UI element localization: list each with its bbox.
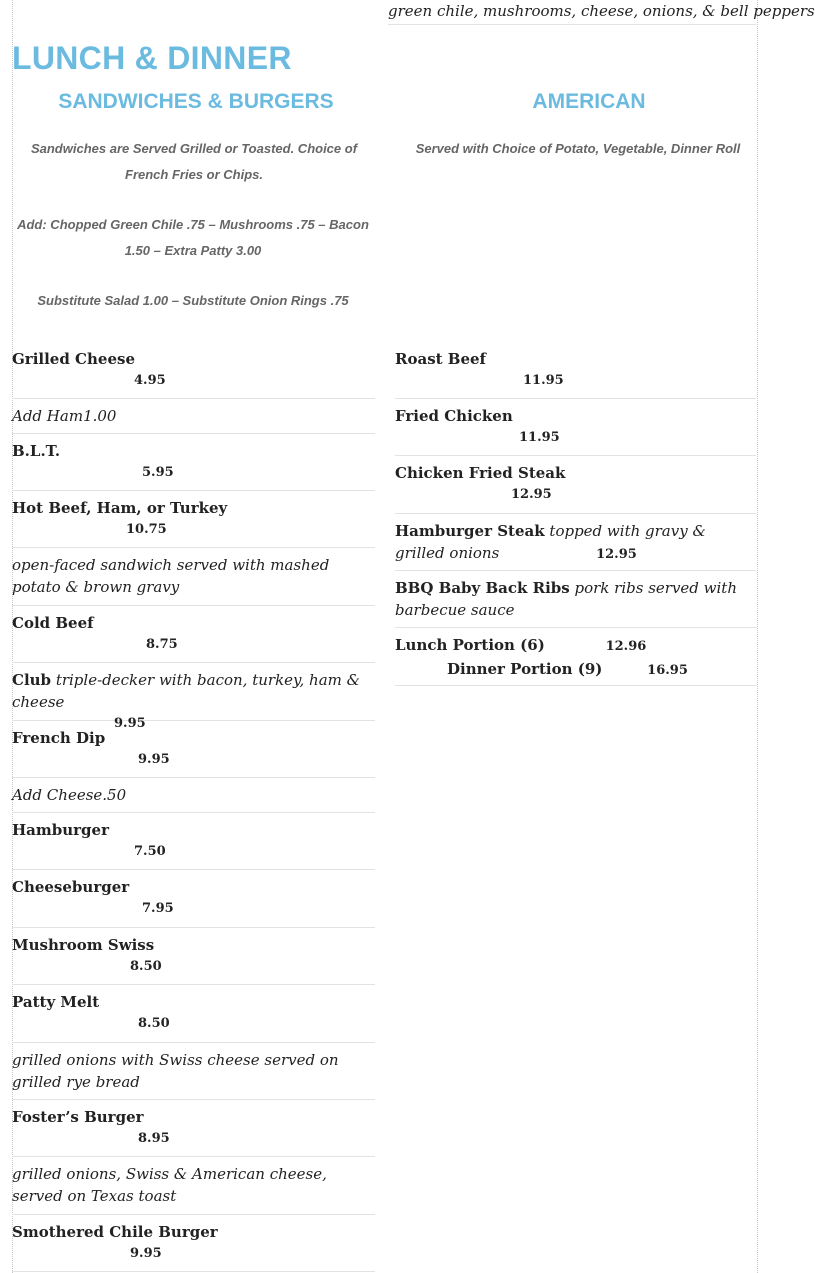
- menu-item: [12, 342, 375, 399]
- item-price: 7.95: [142, 901, 174, 916]
- menu-item: [12, 663, 375, 731]
- item-price: 8.95: [138, 1131, 170, 1146]
- menu-item: [395, 456, 756, 514]
- item-description: open-faced sandwich served with mashed potato & brown gravy: [12, 556, 330, 596]
- item-description: pork ribs served with barbecue sauce: [395, 579, 737, 619]
- item-price: 5.95: [142, 465, 174, 480]
- item-price: 4.95: [134, 373, 166, 388]
- item-name: Hot Beef, Ham, or Turkey: [12, 499, 228, 517]
- sandwich-list: [12, 342, 375, 1272]
- item-name: Chicken Fried Steak: [395, 464, 566, 482]
- menu-item: [395, 628, 756, 686]
- item-name: Hamburger: [12, 821, 109, 839]
- american-list: [395, 342, 756, 686]
- item-price: 9.95: [130, 1246, 162, 1261]
- addon-label: Add Cheese: [12, 786, 103, 804]
- addon-price: .50: [102, 786, 127, 804]
- menu-item: [12, 434, 375, 491]
- item-name: Hamburger Steak: [395, 522, 545, 540]
- menu-item: [12, 1043, 375, 1100]
- menu-item: [395, 571, 756, 628]
- menu-item: [12, 928, 375, 985]
- item-name: B.L.T.: [12, 442, 61, 460]
- item-name: Grilled Cheese: [12, 350, 135, 368]
- menu-item: [12, 491, 375, 548]
- menu-item: [12, 813, 375, 870]
- addon-price: 1.00: [83, 407, 117, 425]
- american-title: AMERICAN: [532, 90, 646, 113]
- item-name: Cold Beef: [12, 614, 94, 632]
- american-served-note: Served with Choice of Potato, Vegetable, Dinner Roll: [415, 141, 741, 156]
- menu-item: [395, 399, 756, 456]
- menu-item: [12, 548, 375, 606]
- portion-label: Dinner Portion (9): [447, 660, 603, 678]
- item-price: 9.95: [114, 716, 146, 731]
- portion-label: Lunch Portion (6): [395, 636, 545, 654]
- item-name: BBQ Baby Back Ribs: [395, 579, 570, 597]
- menu-item: [12, 606, 375, 663]
- item-price: 11.95: [523, 373, 564, 388]
- sandwich-served-note: Sandwiches are Served Grilled or Toasted. Choice of French Fries or Chips.: [30, 141, 358, 182]
- item-name: Roast Beef: [395, 350, 487, 368]
- item-name: Mushroom Swiss: [12, 936, 155, 954]
- item-name: Smothered Chile Burger: [12, 1223, 218, 1241]
- sandwich-add-note: Add: Chopped Green Chile .75 – Mushrooms .75 – Bacon 1.50 – Extra Patty 3.00: [17, 217, 369, 258]
- item-name: Fried Chicken: [395, 407, 513, 425]
- menu-item: [12, 1100, 375, 1157]
- portion-price: 12.96: [605, 639, 647, 654]
- item-price: 10.75: [126, 522, 167, 537]
- menu-item: [12, 985, 375, 1043]
- item-price: 8.50: [138, 1016, 170, 1031]
- menu-item: [12, 1215, 375, 1272]
- item-price: 7.50: [134, 844, 166, 859]
- menu-item: [12, 1157, 375, 1215]
- section-title: LUNCH & DINNER: [12, 40, 292, 76]
- menu-item: [395, 342, 756, 399]
- item-name: French Dip: [12, 729, 106, 747]
- item-price: 11.95: [519, 430, 560, 445]
- item-price: 12.95: [596, 547, 637, 562]
- menu-item: [12, 870, 375, 928]
- item-name: Club: [12, 671, 52, 689]
- item-name: Cheeseburger: [12, 878, 130, 896]
- item-price: 8.75: [146, 637, 178, 652]
- menu-item: [12, 399, 375, 434]
- item-description: grilled onions with Swiss cheese served on grilled rye bread: [12, 1051, 339, 1091]
- item-description: triple-decker with bacon, turkey, ham & cheese: [12, 671, 360, 711]
- item-description: topped with gravy & grilled onions: [395, 522, 706, 562]
- item-price: 12.95: [511, 487, 552, 502]
- previous-item-description: green chile, mushrooms, cheese, onions, & bell peppers: [388, 0, 756, 25]
- item-price: 9.95: [138, 752, 170, 767]
- menu-item: [12, 721, 375, 778]
- item-description: grilled onions, Swiss & American cheese, served on Texas toast: [12, 1165, 327, 1205]
- item-name: Patty Melt: [12, 993, 100, 1011]
- sandwich-substitute-note: Substitute Salad 1.00 – Substitute Onion Rings .75: [37, 293, 349, 308]
- item-name: Foster’s Burger: [12, 1108, 144, 1126]
- addon-label: Add Ham: [12, 407, 84, 425]
- menu-item: [12, 778, 375, 813]
- sandwiches-title: SANDWICHES & BURGERS: [58, 90, 334, 113]
- item-price: 8.50: [130, 959, 162, 974]
- portion-price: 16.95: [647, 663, 688, 678]
- menu-item: [395, 514, 756, 571]
